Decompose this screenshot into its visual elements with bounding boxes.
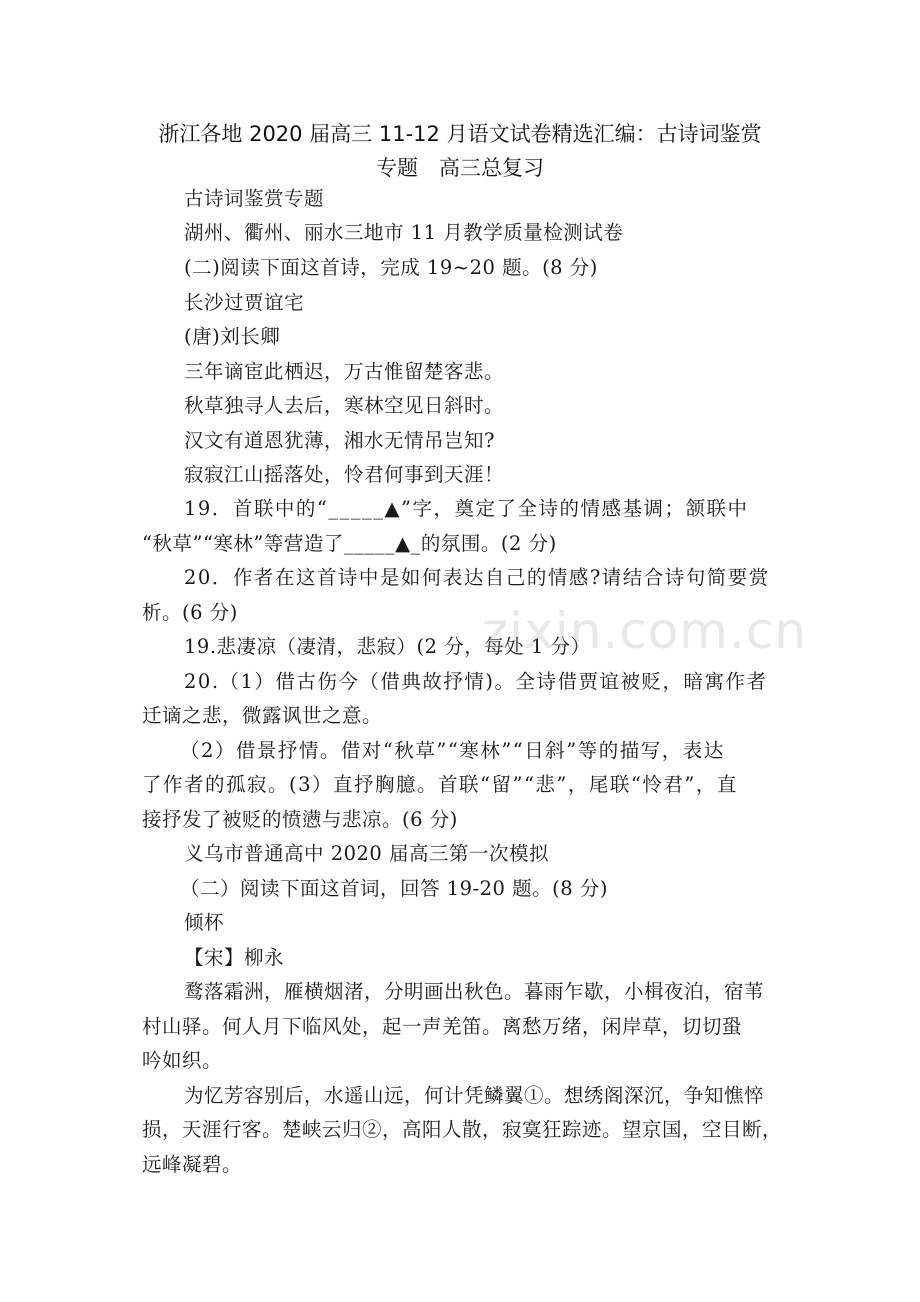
section-heading: 古诗词鉴赏专题 xyxy=(184,187,325,210)
question-19: 19．首联中的“_____▲”字，奠定了全诗的情感基调；颔联中 xyxy=(184,497,749,520)
title-line-1: 浙江各地 2020 届高三 11-12 月语文试卷精选汇编：古诗词鉴赏 xyxy=(158,122,762,146)
question-instruction: （二）阅读下面这首词，回答 19-20 题。(8 分) xyxy=(180,877,608,900)
poem-author: 【宋】柳永 xyxy=(184,946,285,969)
poem-author: (唐)刘长卿 xyxy=(184,325,281,348)
question-19-cont: “秋草”“寒林”等营造了_____▲_的氛围。(2 分) xyxy=(142,532,557,555)
poem-paragraph-cont: 远峰凝碧。 xyxy=(142,1153,243,1176)
watermark: zixin.com.cn xyxy=(482,602,808,660)
answer-20-cont: 迁谪之悲，微露讽世之意。 xyxy=(142,704,383,727)
answer-20-cont: 接抒发了被贬的愤懑与悲凉。(6 分) xyxy=(142,808,458,831)
question-instruction: (二)阅读下面这首诗，完成 19~20 题。(8 分) xyxy=(184,256,598,279)
poem-line: 汉文有道恩犹薄，湘水无情吊岂知? xyxy=(184,429,495,452)
answer-19: 19.悲凄凉（凄清，悲寂）(2 分，每处 1 分） xyxy=(184,635,591,658)
poem-paragraph: 鹜落霜洲，雁横烟渚，分明画出秋色。暮雨乍歇，小楫夜泊，宿苇 xyxy=(184,980,765,1003)
answer-20-cont: 了作者的孤寂。(3）直抒胸臆。首联“留”“悲”，尾联“怜君”，直 xyxy=(142,773,738,796)
poem-title: 长沙过贾谊宅 xyxy=(184,291,305,314)
exam-source: 湖州、衢州、丽水三地市 11 月教学质量检测试卷 xyxy=(184,221,624,244)
answer-20: 20.（1）借古伤今（借典故抒情)。全诗借贾谊被贬，暗寓作者 xyxy=(184,670,768,693)
poem-paragraph-cont: 吟如织。 xyxy=(142,1049,223,1072)
poem-title: 倾杯 xyxy=(184,911,225,934)
answer-20-part2: （2）借景抒情。借对“秋草”“寒林”“日斜”等的描写，表达 xyxy=(180,739,725,762)
question-20: 20．作者在这首诗中是如何表达自己的情感?请结合诗句简要赏 xyxy=(184,566,770,589)
poem-paragraph-cont: 村山驿。何人月下临风处，起一声羌笛。离愁万绪，闲岸草，切切蛩 xyxy=(142,1015,743,1038)
exam-source: 义乌市普通高中 2020 届高三第一次模拟 xyxy=(184,842,550,865)
poem-line: 寂寂江山摇落处，怜君何事到天涯！ xyxy=(184,463,505,486)
poem-line: 秋草独寻人去后，寒林空见日斜时。 xyxy=(184,394,505,417)
poem-paragraph-cont: 损，天涯行客。楚峡云归②，高阳人散，寂寞狂踪迹。望京国，空目断， xyxy=(142,1118,783,1141)
poem-paragraph: 为忆芳容别后，水遥山远，何计凭鳞翼①。想绣阁深沉，争知憔悴 xyxy=(184,1084,765,1107)
poem-line: 三年谪宦此栖迟，万古惟留楚客悲。 xyxy=(184,360,505,383)
question-20-cont: 析。(6 分) xyxy=(142,601,238,624)
title-line-2: 专题 高三总复习 xyxy=(376,156,544,180)
